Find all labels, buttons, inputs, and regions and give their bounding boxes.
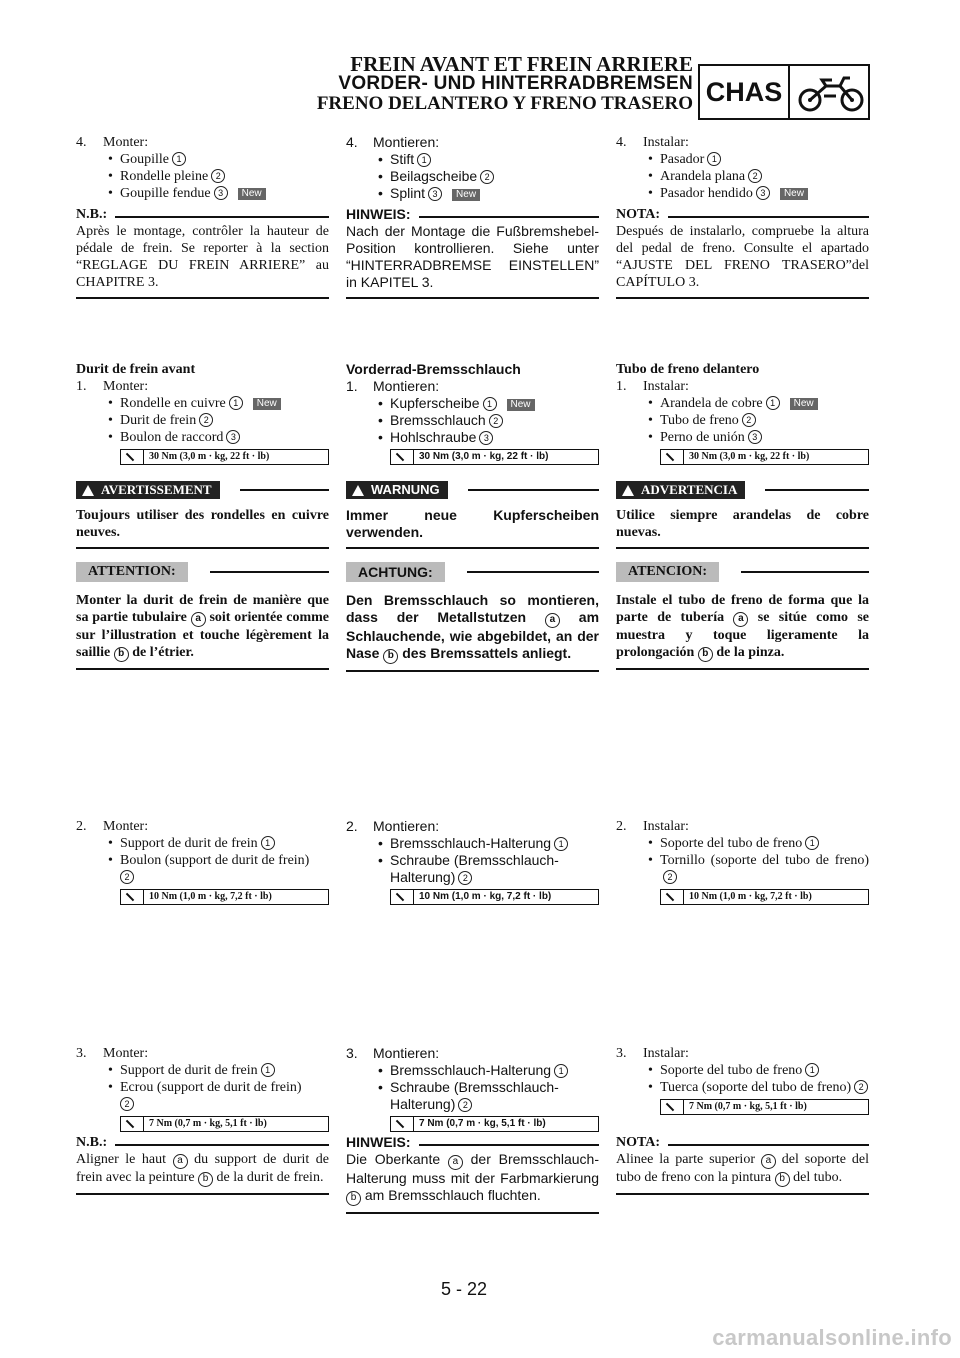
torque-spec: 7 Nm (0,7 m · kg, 5,1 ft · lb)	[660, 1099, 869, 1115]
fr-caution: ATTENTION: Monter la durit de frein de manière que sa partie tubulaire a soit orientée comme sur l’illustration et touche légèrement la saillie b de l’étrier.	[76, 562, 329, 670]
de-note-1: HINWEIS: Nach der Montage die Fußbremshebel-Position kontrollieren. Siehe unter “HINTERRADBREMSE EINSTELLEN” in KAPITEL 3.	[346, 206, 599, 299]
wrench-icon	[121, 1117, 144, 1131]
motorcycle-icon	[796, 72, 866, 114]
fr-step-4: 3. Monter: • Support de durit de frein 1 • Ecrou (support de durit de frein) 2 7 Nm (0,7 m · kg, 5,1 ft · lb)	[76, 1045, 329, 1132]
es-note-2: NOTA: Alinee la parte superior a del soporte del tubo de freno con la pintura b del tubo.	[616, 1134, 869, 1195]
es-caution: ATENCION: Instale el tubo de freno de forma que la parte de tubería a se sitúe como se muestra y toque ligeramente la prolongación b de la pinza.	[616, 562, 869, 670]
fr-step-1: 4. Monter: • Goupille 1 • Rondelle pleine 2 • Goupille fendue 3 New	[76, 134, 329, 202]
es-warning: ADVERTENCIA Utilice siempre arandelas de cobre nuevas.	[616, 481, 869, 549]
es-section-title: Tubo de freno delantero	[616, 362, 760, 377]
de-caution: ACHTUNG: Den Bremsschlauch so montieren, dass der Metallstutzen a am Schlauchende, wie abgebildet, an der Nase b des Bremssattels anliegt.	[346, 562, 599, 672]
de-step-3: 2. Montieren: • Bremsschlauch-Halterung 1 • Schraube (Bremsschlauch-Halterung) 2 10 Nm (1,0 m · kg, 7,2 ft · lb)	[346, 818, 599, 905]
warning-icon	[352, 485, 364, 496]
torque-spec: 30 Nm (3,0 m · kg, 22 ft · lb)	[390, 449, 599, 465]
header-title-es: FRENO DELANTERO Y FRENO TRASERO	[316, 93, 693, 114]
caution-badge: ATENCION:	[616, 562, 719, 582]
section-badge	[698, 64, 870, 120]
torque-spec: 30 Nm (3,0 m · kg, 22 ft · lb)	[660, 449, 869, 465]
torque-spec: 30 Nm (3,0 m · kg, 22 ft · lb)	[120, 449, 329, 465]
de-section-title: Vorderrad-Bremsschlauch	[346, 361, 521, 377]
torque-spec: 7 Nm (0,7 m · kg, 5,1 ft · lb)	[120, 1116, 329, 1132]
fr-note-1: N.B.: Après le montage, contrôler la hauteur de pédale de frein. Se reporter à la section “REGLAGE DU FREIN ARRIERE” au CHAPITRE 3.	[76, 206, 329, 299]
warning-icon	[622, 485, 634, 496]
watermark: carmanualsonline.info	[712, 1325, 952, 1350]
wrench-icon	[661, 450, 684, 464]
torque-spec: 7 Nm (0,7 m · kg, 5,1 ft · lb)	[390, 1116, 599, 1132]
fr-note-2: N.B.: Aligner le haut a du support de durit de frein avec la peinture b de la durit de frein.	[76, 1134, 329, 1195]
section-badge-label: CHAS	[700, 66, 790, 118]
caution-badge: ATTENTION:	[76, 562, 188, 582]
es-step-2: Tubo de freno delantero 1. Instalar: • Arandela de cobre 1 New • Tubo de freno 2 • Perno de unión 3 30 Nm (3,0 m · kg, 22 ft · lb)	[616, 361, 869, 465]
warning-icon	[82, 485, 94, 496]
header-title-de: VORDER- UND HINTERRADBREMSEN	[338, 73, 693, 94]
es-step-1: 4. Instalar: • Pasador 1 • Arandela plana 2 • Pasador hendido 3 New	[616, 134, 869, 202]
callout-1: 1	[172, 152, 186, 166]
fr-step-2: Durit de frein avant 1. Monter: • Rondelle en cuivre 1 New • Durit de frein 2 • Boulon de raccord 3 30 Nm (3,0 m · kg, 22 ft · lb)	[76, 361, 329, 465]
fr-section-title: Durit de frein avant	[76, 362, 196, 377]
fr-step-3: 2. Monter: • Support de durit de frein 1 • Boulon (support de durit de frein) 2 10 Nm (1,0 m · kg, 7,2 ft · lb)	[76, 818, 329, 905]
warning-badge: AVERTISSEMENT	[76, 481, 220, 499]
wrench-icon	[391, 890, 414, 904]
wrench-icon	[391, 450, 414, 464]
torque-spec: 10 Nm (1,0 m · kg, 7,2 ft · lb)	[390, 889, 599, 905]
de-note-2: HINWEIS: Die Oberkante a der Bremsschlauch-Halterung muss mit der Farbmarkierung b am Bremsschlauch fluchten.	[346, 1134, 599, 1214]
page-number: 5 - 22	[441, 1279, 488, 1299]
fr-warning: AVERTISSEMENT Toujours utiliser des rondelles en cuivre neuves.	[76, 481, 329, 549]
torque-spec: 10 Nm (1,0 m · kg, 7,2 ft · lb)	[120, 889, 329, 905]
header-title-fr: FREIN AVANT ET FREIN ARRIERE	[350, 52, 693, 76]
caution-badge: ACHTUNG:	[346, 562, 445, 582]
de-warning: WARNUNG Immer neue Kupferscheiben verwenden.	[346, 481, 599, 549]
new-badge: New	[238, 188, 266, 200]
es-step-4: 3. Instalar: • Soporte del tubo de freno 1 • Tuerca (soporte del tubo de freno) 2 7 Nm (0,7 m · kg, 5,1 ft · lb)	[616, 1045, 869, 1115]
warning-badge: ADVERTENCIA	[616, 481, 745, 499]
es-note-1: NOTA: Después de instalarlo, compruebe la altura del pedal de freno. Consulte el apartado “AJUSTE DEL FRENO TRASERO”del CAPÍTULO 3.	[616, 206, 869, 299]
wrench-icon	[661, 890, 684, 904]
de-step-2: Vorderrad-Bremsschlauch 1. Montieren: • Kupferscheibe 1 New • Bremsschlauch 2 • Hohlschraube 3 30 Nm (3,0 m · kg, 22 ft · lb)	[346, 361, 599, 465]
wrench-icon	[391, 1117, 414, 1131]
es-step-3: 2. Instalar: • Soporte del tubo de freno 1 • Tornillo (soporte del tubo de freno)2 10 Nm (1,0 m · kg, 7,2 ft · lb)	[616, 818, 869, 905]
warning-badge: WARNUNG	[346, 481, 448, 499]
callout-3: 3	[214, 186, 228, 200]
de-step-4: 3. Montieren: • Bremsschlauch-Halterung 1 • Schraube (Bremsschlauch-Halterung) 2 7 Nm (0,7 m · kg, 5,1 ft · lb)	[346, 1045, 599, 1132]
torque-spec: 10 Nm (1,0 m · kg, 7,2 ft · lb)	[660, 889, 869, 905]
de-step-1: 4. Montieren: • Stift 1 • Beilagscheibe 2 • Splint 3 New	[346, 134, 599, 202]
wrench-icon	[121, 890, 144, 904]
callout-2: 2	[211, 169, 225, 183]
wrench-icon	[661, 1100, 684, 1114]
wrench-icon	[121, 450, 144, 464]
